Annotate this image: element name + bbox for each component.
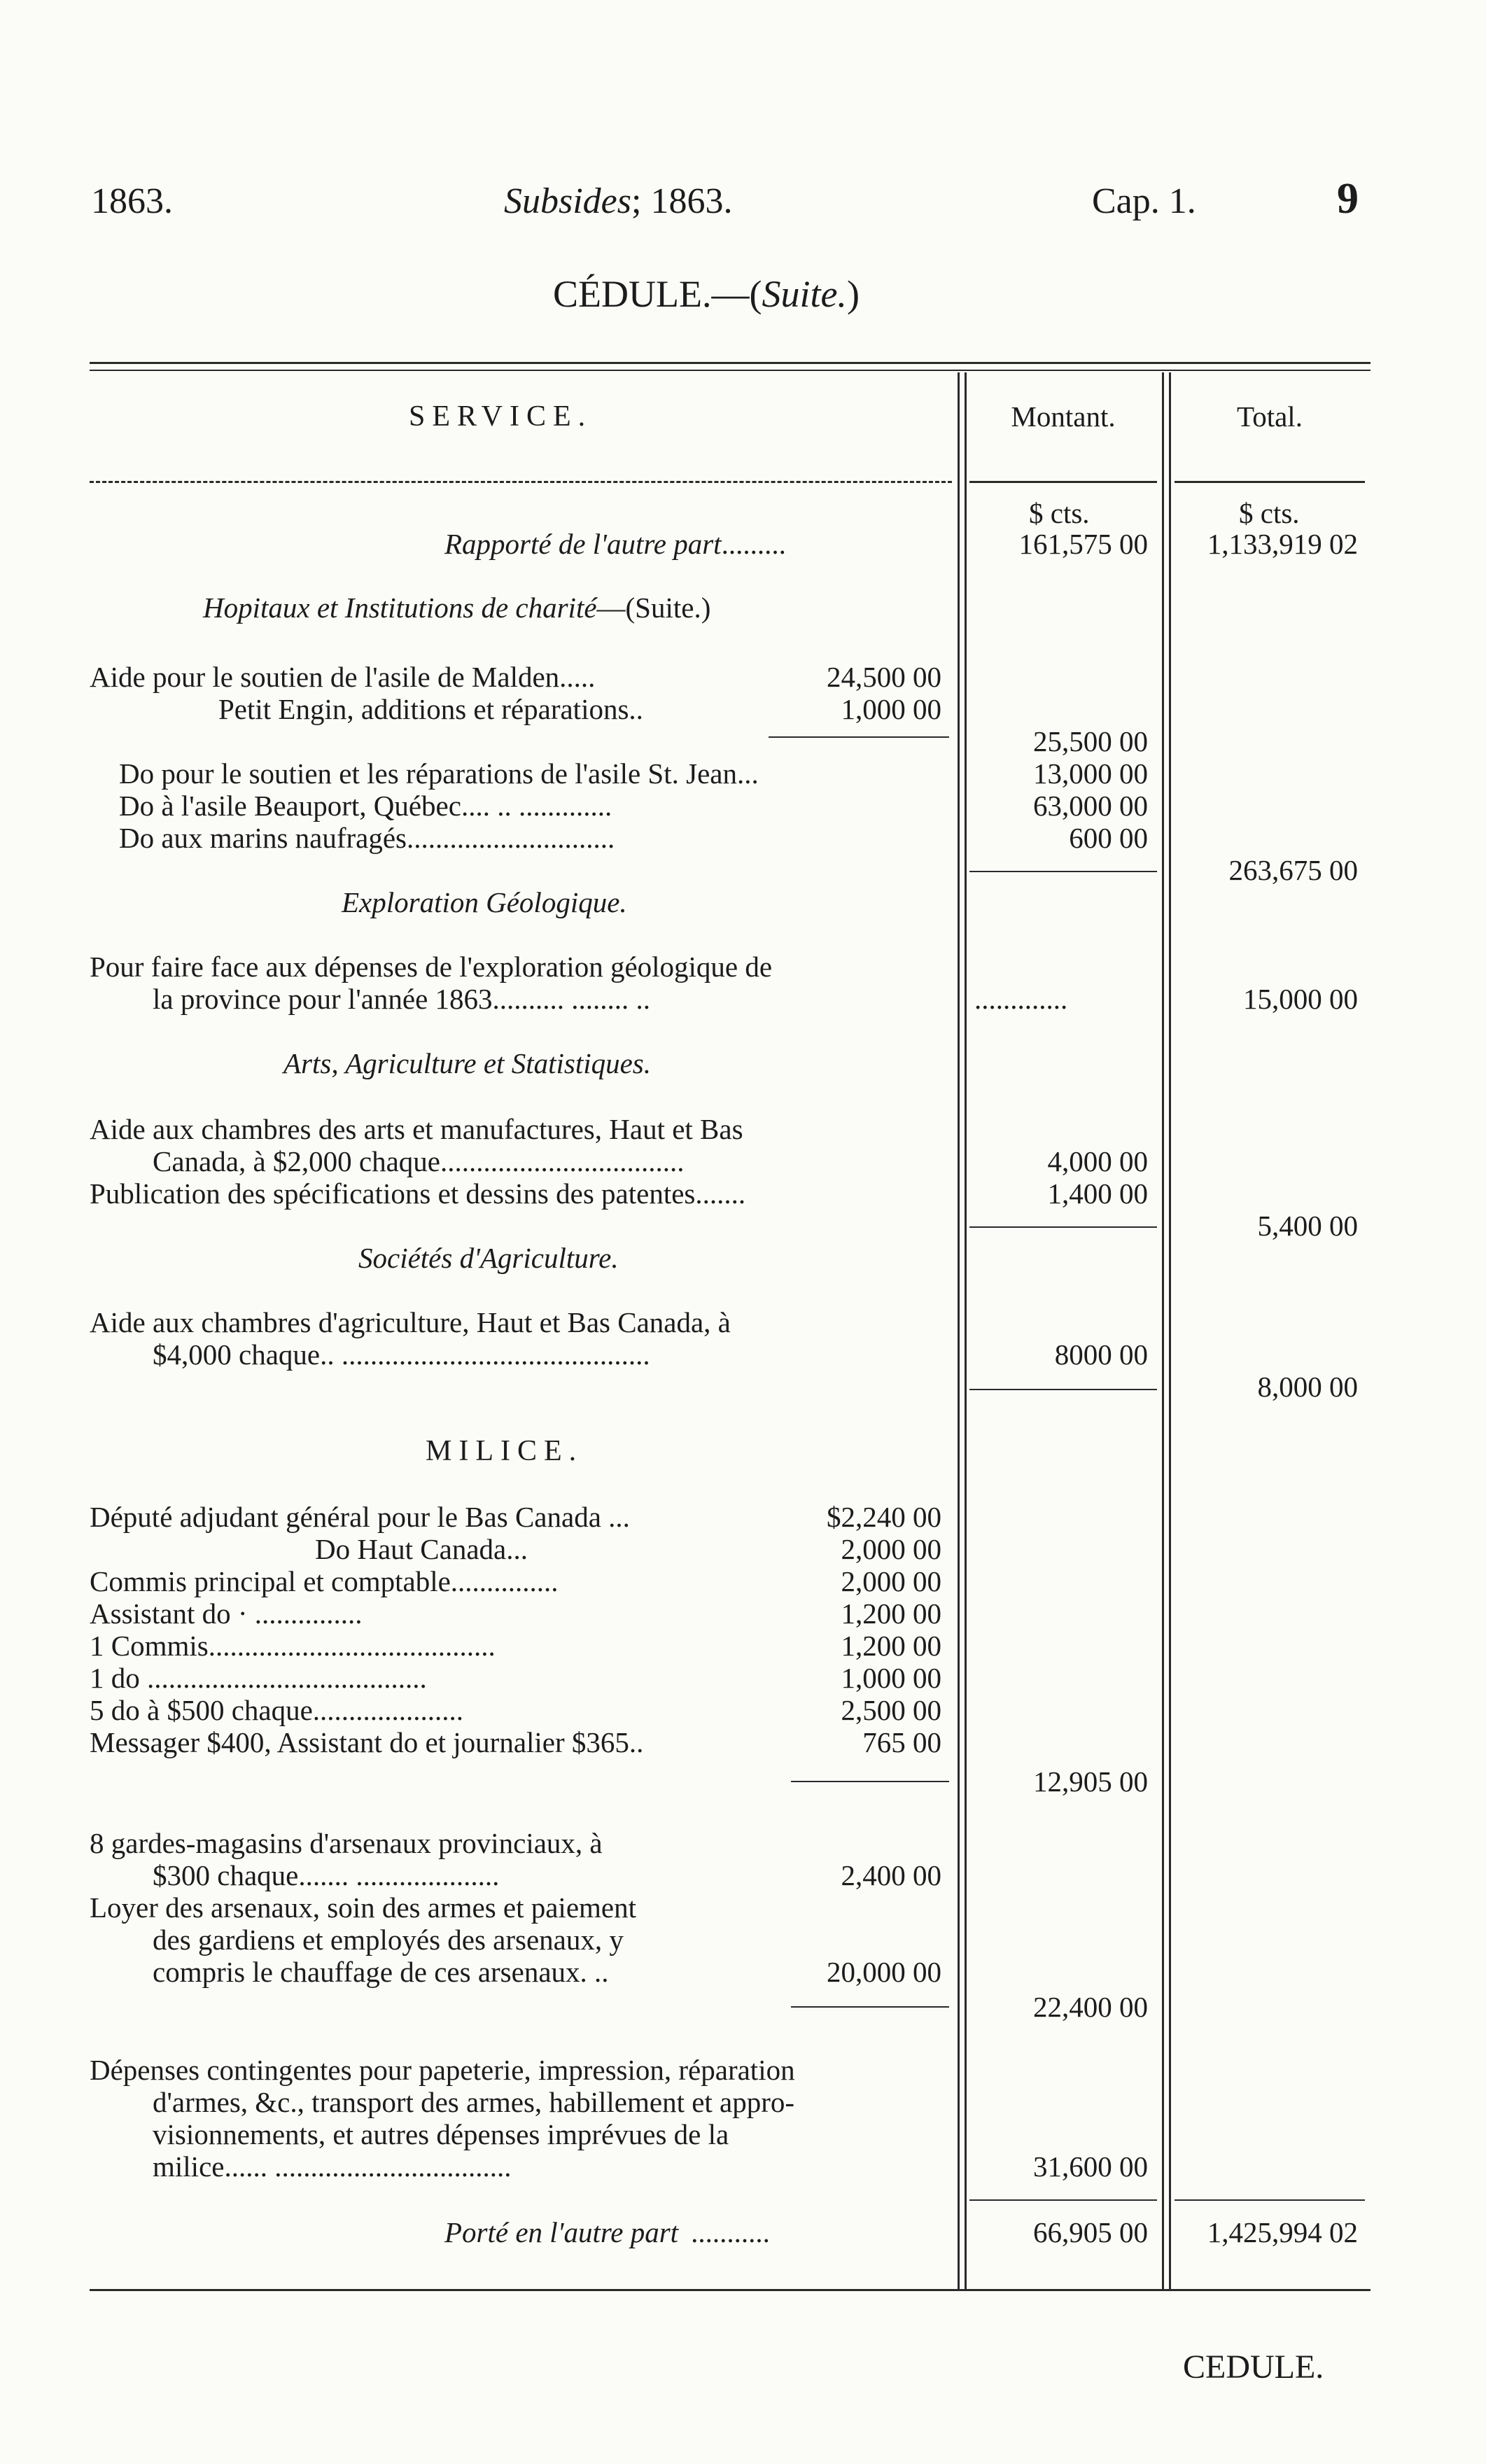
page-number: 9 xyxy=(1337,175,1359,223)
geology-line2: la province pour l'année 1863.......... ........ .. xyxy=(153,983,651,1015)
geology-montant-dots: ............. xyxy=(974,983,1068,1015)
loyer-amount: 20,000 00 xyxy=(827,1956,941,1988)
milice-item-amount: 1,200 00 xyxy=(841,1630,941,1662)
st-jean-amount: 13,000 00 xyxy=(1033,757,1148,790)
header-rule-montant xyxy=(969,481,1157,483)
gardes-line1: 8 gardes-magasins d'arsenaux provinciaux, à xyxy=(90,1827,603,1859)
geology-heading: Exploration Géologique. xyxy=(342,886,627,918)
page-year: 1863. xyxy=(91,181,173,221)
hospitals-montant-rule xyxy=(969,871,1157,872)
page-title-italic: Subsides xyxy=(504,181,631,221)
agri-line2: $4,000 chaque.. ........................................... xyxy=(153,1338,650,1371)
page-title xyxy=(504,181,732,223)
page-chapter: Cap. 1. xyxy=(1092,181,1196,221)
milice-item-label: 5 do à $500 chaque..................... xyxy=(90,1694,464,1726)
schedule-title-close: ) xyxy=(846,273,860,315)
marins-label: Do aux marins naufragés............................. xyxy=(119,822,615,854)
milice-subtotal-1: 12,905 00 xyxy=(1033,1765,1148,1798)
engin-label: Petit Engin, additions et réparations.. xyxy=(218,693,643,725)
carried-forward-label: Porté en l'autre part xyxy=(444,2216,679,2248)
schedule-title xyxy=(553,273,860,315)
table-top-rule xyxy=(90,362,1371,364)
brought-forward-dots: ......... xyxy=(721,528,786,560)
footer-catchword: CEDULE. xyxy=(1183,2348,1324,2386)
col-header-total: Total. xyxy=(1237,400,1303,433)
arts-line2: Canada, à $2,000 chaque.................................. xyxy=(153,1145,685,1177)
st-jean-label: Do pour le soutien et les réparations de l'asile St. Jean... xyxy=(119,757,759,790)
arts-amount-1: 4,000 00 xyxy=(1047,1145,1148,1177)
hospitals-heading-italic: Hopitaux et Institutions de charité xyxy=(203,592,597,624)
malden-label: Aide pour le soutien de l'asile de Malden..... xyxy=(90,661,596,693)
col-divider-1b xyxy=(965,372,967,2290)
milice-item-amount: 2,000 00 xyxy=(841,1565,941,1597)
milice-item-amount: 2,000 00 xyxy=(841,1533,941,1565)
gardes-amount: 2,400 00 xyxy=(841,1859,941,1891)
malden-amount: 24,500 00 xyxy=(827,661,941,693)
patents-amount: 1,400 00 xyxy=(1047,1177,1148,1210)
hospitals-sub-rule xyxy=(769,736,949,738)
carried-montant: 66,905 00 xyxy=(1033,2216,1148,2248)
milice-subtotal-2: 22,400 00 xyxy=(1033,1991,1148,2023)
gardes-line2: $300 chaque....... .................... xyxy=(153,1859,500,1891)
agri-line1: Aide aux chambres d'agriculture, Haut et Bas Canada, à xyxy=(90,1306,731,1338)
agri-montant-rule xyxy=(969,1389,1157,1390)
milice-item-amount: $2,240 00 xyxy=(827,1501,941,1533)
milice-sub-rule-1 xyxy=(791,1781,949,1782)
page-title-year: ; 1863. xyxy=(631,181,733,221)
carried-forward xyxy=(444,2216,770,2248)
header-dash-service xyxy=(90,481,952,483)
table-bottom-rule xyxy=(90,2289,1371,2291)
hospitals-heading xyxy=(203,592,710,624)
col-header-service: SERVICE. xyxy=(409,400,593,433)
engin-amount: 1,000 00 xyxy=(841,693,941,725)
milice-item-label: 1 Commis........................................ xyxy=(90,1630,496,1662)
contingent-line1: Dépenses contingentes pour papeterie, impression, réparation xyxy=(90,2054,795,2086)
carried-total: 1,425,994 02 xyxy=(1207,2216,1358,2248)
milice-item-amount: 1,200 00 xyxy=(841,1597,941,1630)
agri-montant: 8000 00 xyxy=(1054,1338,1148,1371)
beauport-label: Do à l'asile Beauport, Québec.... .. ............. xyxy=(119,790,612,822)
geology-total: 15,000 00 xyxy=(1243,983,1358,1015)
milice-item-label: Do Haut Canada... xyxy=(315,1533,528,1565)
milice-item-label: Député adjudant général pour le Bas Canada ... xyxy=(90,1501,630,1533)
contingent-line3: visionnements, et autres dépenses imprévues de la xyxy=(153,2118,729,2150)
milice-heading: MILICE. xyxy=(426,1435,584,1467)
contingent-line4: milice...... ................................. xyxy=(153,2150,512,2183)
milice-item-amount: 2,500 00 xyxy=(841,1694,941,1726)
beauport-amount: 63,000 00 xyxy=(1033,790,1148,822)
brought-total: 1,133,919 02 xyxy=(1207,528,1358,560)
schedule-title-text: CÉDULE.—( xyxy=(553,273,762,315)
milice-item-label: Commis principal et comptable............... xyxy=(90,1565,559,1597)
milice-item-label: 1 do ....................................... xyxy=(90,1662,427,1694)
milice-item-label: Messager $400, Assistant do et journalier $365.. xyxy=(90,1726,644,1758)
table-top-rule-2 xyxy=(90,370,1371,371)
loyer-line2: des gardiens et employés des arsenaux, y xyxy=(153,1924,624,1956)
loyer-line3: compris le chauffage de ces arsenaux. .. xyxy=(153,1956,609,1988)
unit-total: $ cts. xyxy=(1239,497,1300,529)
carried-forward-dots: ........... xyxy=(691,2216,770,2248)
agri-heading: Sociétés d'Agriculture. xyxy=(358,1242,619,1274)
arts-heading: Arts, Agriculture et Statistiques. xyxy=(283,1047,652,1079)
arts-line1: Aide aux chambres des arts et manufactures, Haut et Bas xyxy=(90,1113,743,1145)
milice-item-amount: 765 00 xyxy=(862,1726,941,1758)
carried-total-rule xyxy=(1175,2199,1365,2201)
schedule-title-suite: Suite. xyxy=(762,273,847,315)
col-divider-2b xyxy=(1169,372,1171,2290)
carried-montant-rule xyxy=(969,2199,1157,2201)
header-rule-total xyxy=(1175,481,1365,483)
arts-montant-rule xyxy=(969,1226,1157,1228)
brought-montant: 161,575 00 xyxy=(1018,528,1148,560)
milice-item-amount: 1,000 00 xyxy=(841,1662,941,1694)
contingent-line2: d'armes, &c., transport des armes, habillement et appro- xyxy=(153,2086,795,2118)
col-divider-1a xyxy=(958,372,960,2290)
marins-amount: 600 00 xyxy=(1069,822,1148,854)
hospitals-total: 263,675 00 xyxy=(1228,854,1358,886)
agri-total: 8,000 00 xyxy=(1257,1371,1358,1403)
col-header-montant: Montant. xyxy=(1011,400,1116,433)
brought-forward-label: Rapporté de l'autre part xyxy=(444,528,722,560)
arts-total: 5,400 00 xyxy=(1257,1210,1358,1242)
milice-item-label: Assistant do · ............... xyxy=(90,1597,363,1630)
geology-line1: Pour faire face aux dépenses de l'exploration géologique de xyxy=(90,951,773,983)
brought-forward xyxy=(444,528,786,560)
unit-montant: $ cts. xyxy=(1029,497,1090,529)
col-divider-2a xyxy=(1162,372,1164,2290)
loyer-line1: Loyer des arsenaux, soin des armes et paiement xyxy=(90,1891,637,1924)
milice-sub-rule-2 xyxy=(791,2006,949,2008)
hospitals-subtotal: 25,500 00 xyxy=(1033,725,1148,757)
patents-line: Publication des spécifications et dessins des patentes....... xyxy=(90,1177,746,1210)
hospitals-heading-rest: —(Suite.) xyxy=(596,592,711,624)
contingent-montant: 31,600 00 xyxy=(1033,2150,1148,2183)
